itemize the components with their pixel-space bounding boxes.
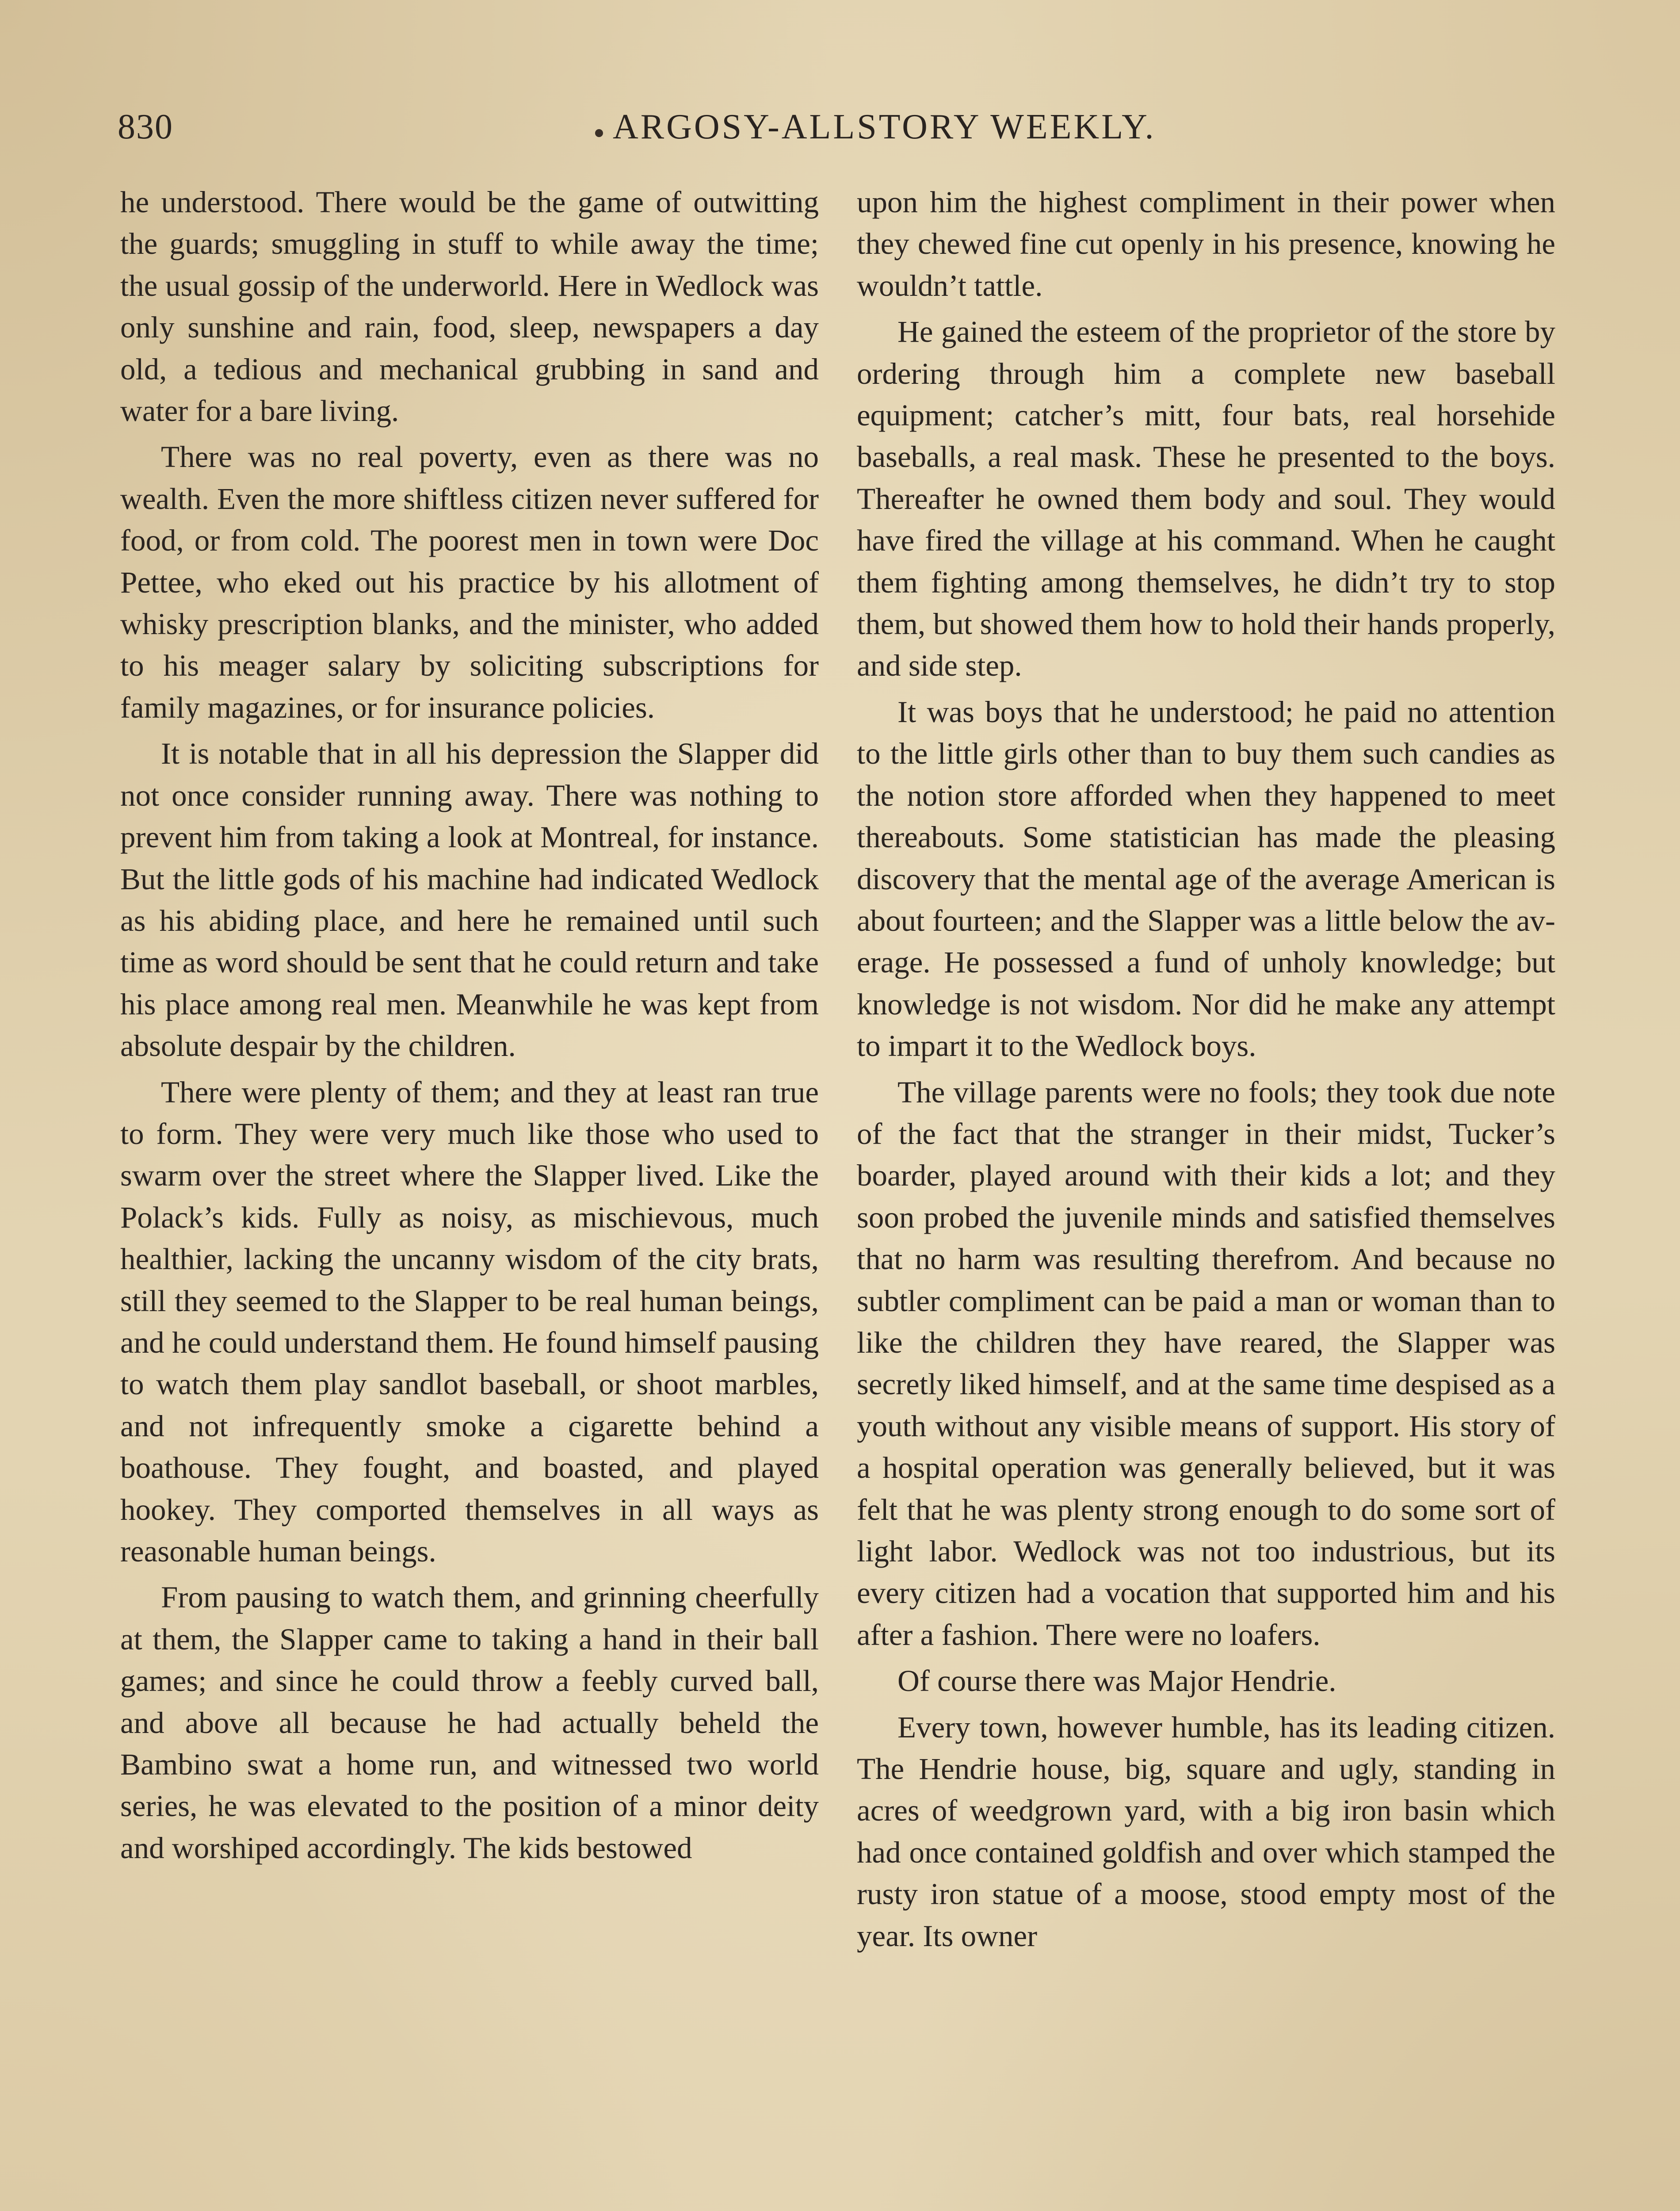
paragraph: Every town, however humble, has its leading citizen. The Hendrie house, big, square and ugly, standing in acres of weedgrown yard, with a big iron basin which had once contained goldfish and over which stamped the rusty iron statue of a moose, stood empty most of the year. Its owner <box>857 1710 1555 1953</box>
paragraph: It was boys that he understood; he paid no attention to the little girls other than to buy them such candies as the notion store afforded when they happened to meet thereabouts. Some statistician has made the pleasing discovery that the mental age of the average American is about fourteen; and the Slapper was a little below the average. He possessed a fund of unholy knowledge; but knowledge is not wisdom. Nor did he make any attempt to impart it to the Wedlock boys. <box>857 695 1555 1063</box>
left-text-column <box>120 181 819 1869</box>
paragraph: he understood. There would be the game of outwitting the guards; smuggling in stuff to while away the time; the usual gossip of the underworld. Here in Wedlock was only sunshine and rain, food, sleep, newspapers a day old, a tedious and mechanical grubbing in sand and water for a bare living. <box>120 185 819 428</box>
paragraph: There was no real poverty, even as there was no wealth. Even the more shiftless citizen never suffered for food, or from cold. The poorest men in town were Doc Pettee, who eked out his practice by his allotment of whisky prescription blanks, and the minister, who added to his meager salary by soliciting subscriptions for family magazines, or for insurance policies. <box>120 440 819 724</box>
paragraph: He gained the esteem of the proprietor of the store by ordering through him a complete new baseball equipment; catcher’s mitt, four bats, real horsehide baseballs, a real mask. These he presented to the boys. Thereafter he owned them body and soul. They would have fired the village at his command. When he caught them fighting among themselves, he didn’t try to stop them, but showed them how to hold their hands properly, and side step. <box>857 315 1555 683</box>
ink-dot-ornament <box>595 129 603 137</box>
running-title: ARGOSY-ALLSTORY WEEKLY. <box>613 107 1156 146</box>
paragraph: It is notable that in all his depression the Slapper did not once consider running away. There was nothing to prevent him from taking a look at Montreal, for instance. But the little gods of his machine had indicated Wedlock as his abiding place, and here he remained until such time as word should be sent that he could return and take his place among real men. Meanwhile he was kept from absolute despair by the children. <box>120 737 819 1063</box>
page-number: 830 <box>118 107 173 146</box>
page-header <box>118 103 1568 151</box>
paragraph: The village parents were no fools; they took due note of the fact that the stranger in their midst, Tucker’s boarder, played around with their kids a lot; and they soon probed the juvenile minds and satisfied themselves that no harm was resulting therefrom. And because no subtler compliment can be paid a man or woman than to like the children they have reared, the Slapper was secretly liked himself, and at the same time despised as a youth without any visible means of support. His story of a hospital operation was generally believed, but it was felt that he was plenty strong enough to do some sort of light labor. Wedlock was not too industrious, but its every citizen had a vocation that supported him and his after a fashion. There were no loafers. <box>857 1075 1555 1652</box>
paragraph: From pausing to watch them, and grinning cheerfully at them, the Slapper came to taking a hand in their ball games; and since he could throw a feebly curved ball, and above all because he had actually beheld the Bambino swat a home run, and witnessed two world series, he was elevated to the position of a minor deity and worshiped accordingly. The kids bestowed <box>120 1580 819 1865</box>
paragraph: Of course there was Major Hendrie. <box>897 1664 1336 1698</box>
right-text-column <box>857 181 1555 1957</box>
paragraph: upon him the highest compliment in their power when they chewed fine cut openly in his presence, knowing he wouldn’t tattle. <box>857 185 1555 302</box>
paragraph: There were plenty of them; and they at least ran true to form. They were very much like those who used to swarm over the street where the Slapper lived. Like the Polack’s kids. Fully as noisy, as mischievous, much healthier, lacking the uncanny wisdom of the city brats, still they seemed to the Slapper to be real human beings, and he could understand them. He found himself pausing to watch them play sandlot baseball, or shoot marbles, and not infrequently smoke a cigarette behind a boathouse. They fought, and boasted, and played hookey. They comported themselves in all ways as reasonable human beings. <box>120 1075 819 1568</box>
